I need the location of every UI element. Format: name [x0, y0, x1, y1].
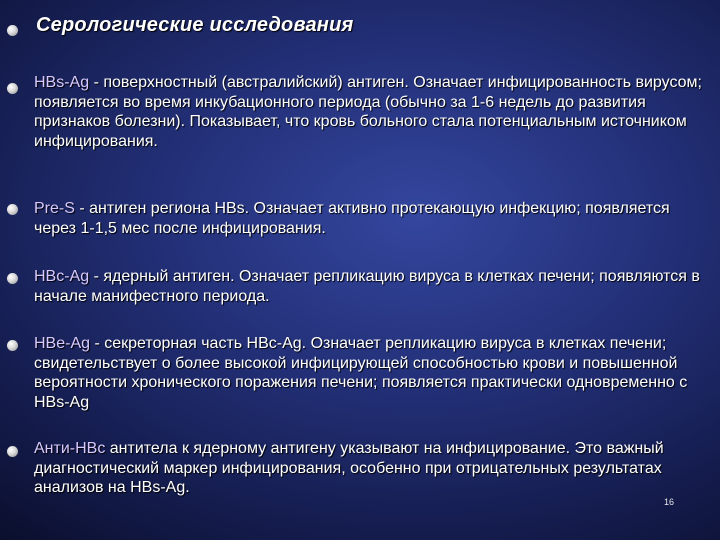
term-pre-s: Pre-S: [34, 200, 75, 217]
term-anti-hbc: Анти-HBc: [34, 440, 106, 457]
bullet-icon: [7, 83, 18, 94]
slide-title: Серологические исследования: [36, 14, 354, 36]
bullet-icon: [7, 273, 18, 284]
list-item-hbe-ag: [34, 334, 714, 412]
description-anti-hbc: антитела к ядерному антигену указывают на инфицирование. Это важный диагностический маркер инфицирования, особенно при отрицательных результатах анализов на HBs-Ag.: [34, 440, 664, 496]
list-item-anti-hbc: [34, 439, 714, 498]
description-pre-s: - антиген региона HBs. Означает активно протекающую инфекцию; появляется через 1-1,5 мес после инфицирования.: [34, 200, 670, 237]
bullet-icon: [7, 25, 18, 36]
page-number: 16: [664, 497, 675, 507]
description-hbc-ag: - ядерный антиген. Означает репликацию вируса в клетках печени; появляются в начале манифестного периода.: [34, 268, 700, 305]
list-item-hbc-ag: [34, 267, 714, 306]
term-hbe-ag: HBe-Ag: [34, 335, 91, 352]
bullet-icon: [7, 446, 18, 457]
bullet-icon: [7, 340, 18, 351]
term-hbs-ag: HBs-Ag: [34, 74, 90, 91]
bullet-icon: [7, 204, 18, 215]
description-hbs-ag: - поверхностный (австралийский) антиген. Означает инфицированность вирусом; появляется во время инкубационного периода (обычно за 1-6 недель до развития признаков болезни). Показывает, что кровь больного стала потенциальным источником инфицирования.: [34, 74, 702, 150]
list-item-hbs-ag: [34, 73, 714, 151]
description-hbe-ag: - секреторная часть HBc-Ag. Означает репликацию вируса в клетках печени; свидетельствует о более высокой инфицирующей способностью крови и повышенной вероятности хронического поражения печени; появляется практически одновременно с HBs-Ag: [34, 335, 688, 411]
list-item-pre-s: [34, 199, 714, 238]
term-hbc-ag: HBc-Ag: [34, 268, 90, 285]
